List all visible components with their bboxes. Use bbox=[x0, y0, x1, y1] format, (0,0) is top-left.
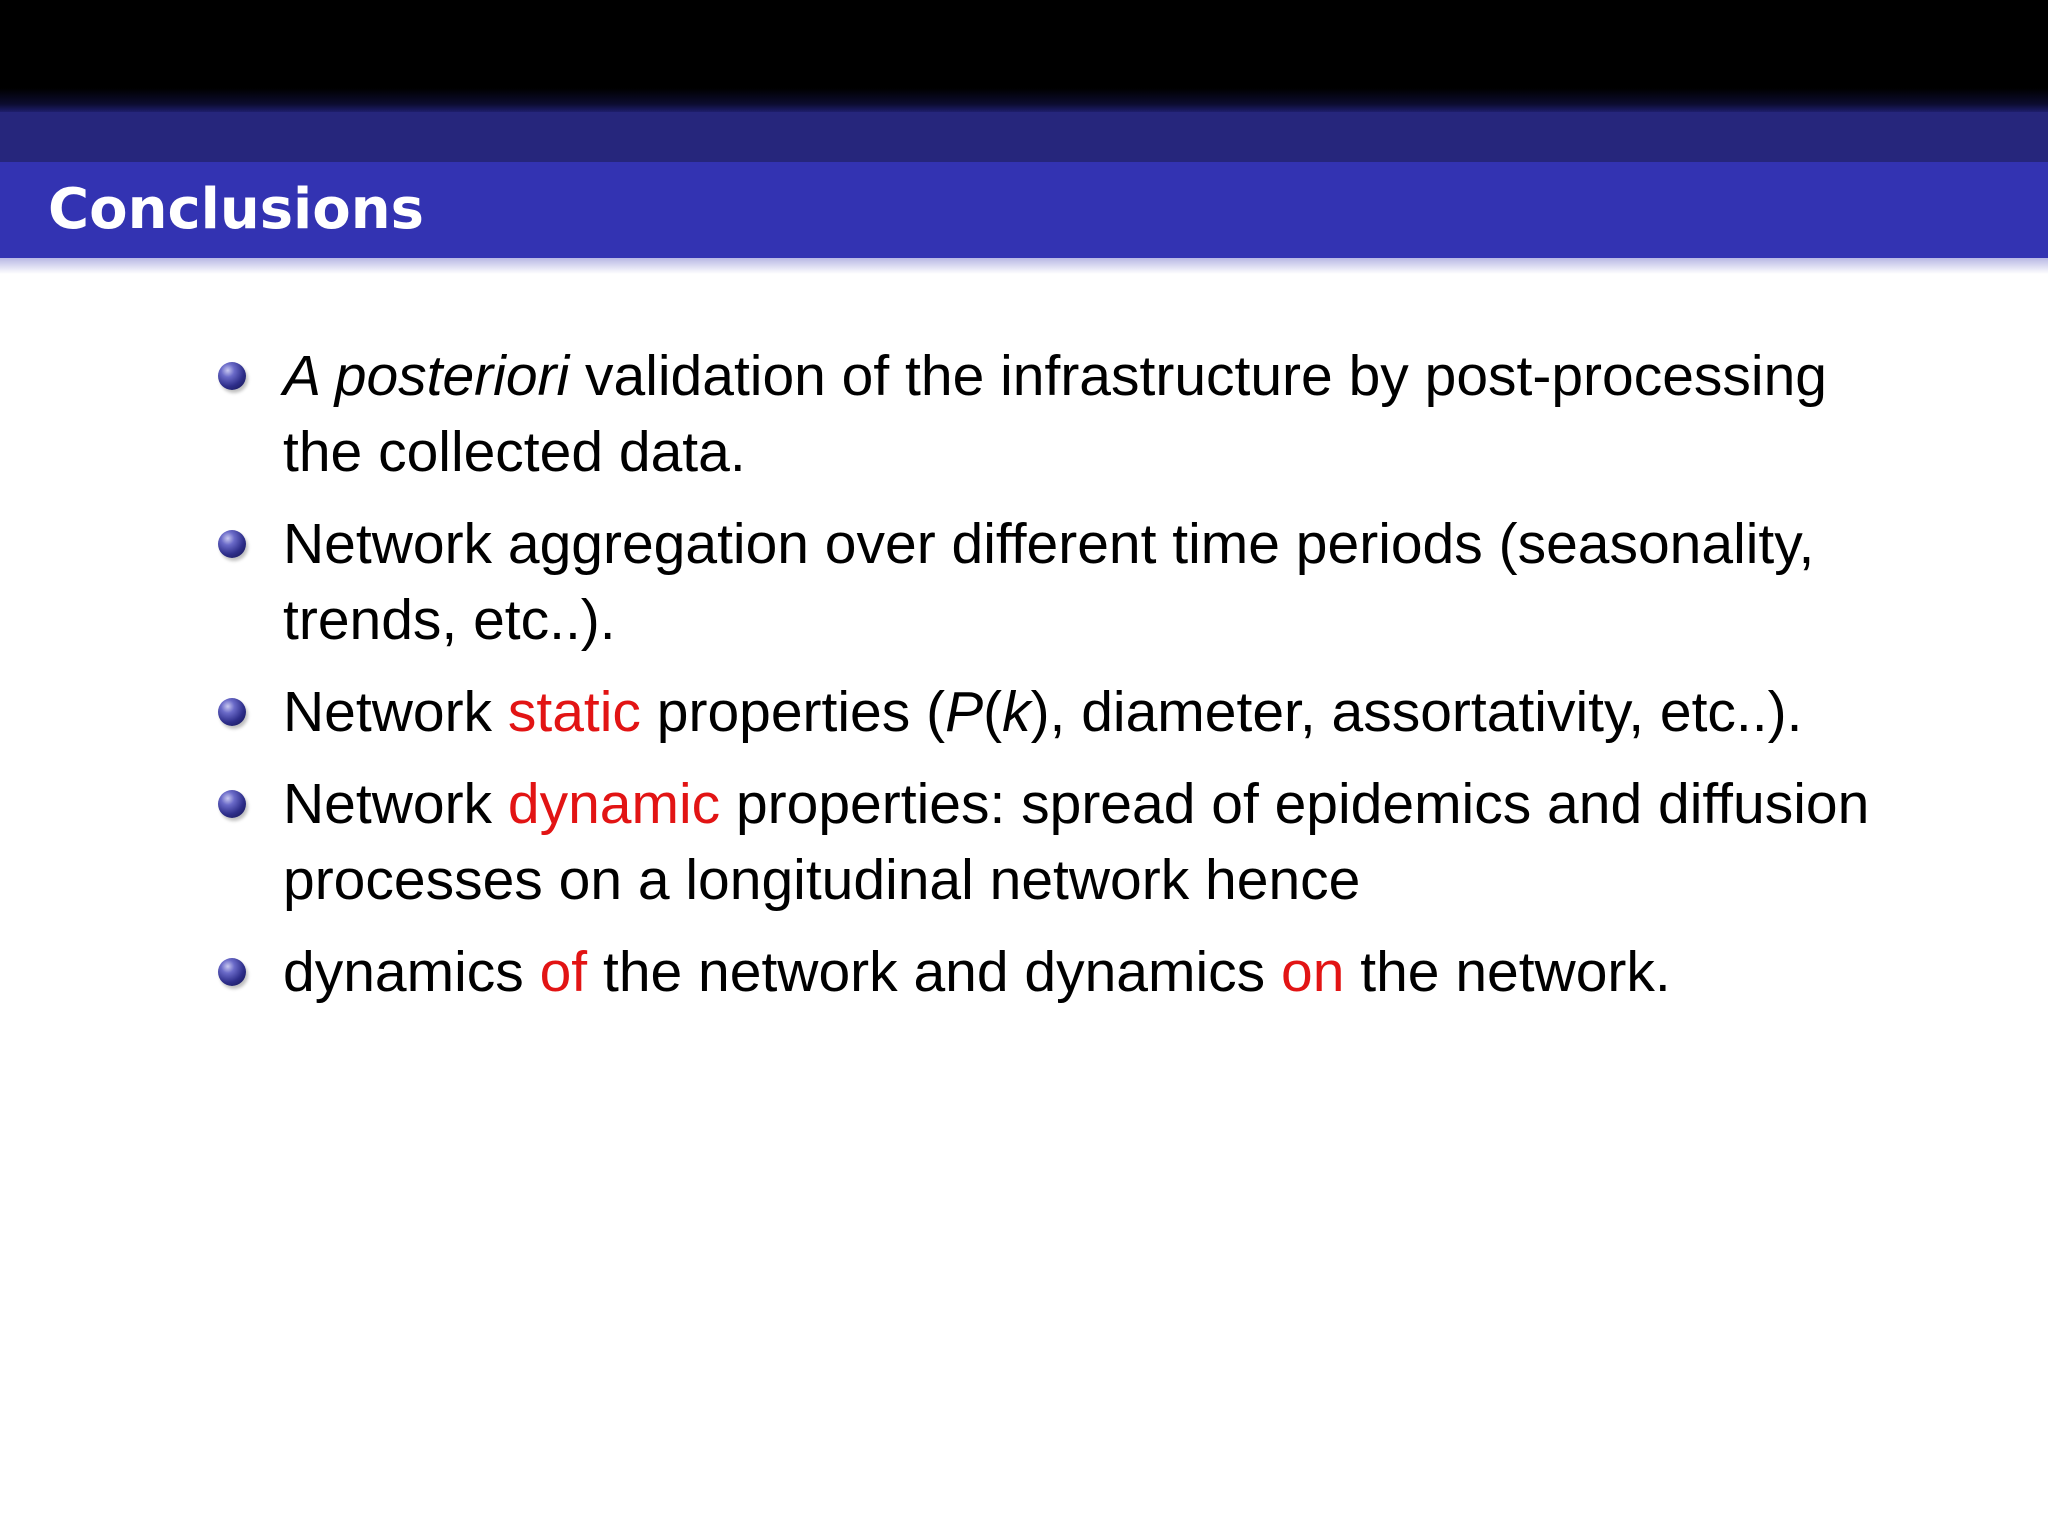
bullet-text-a: dynamics bbox=[283, 940, 540, 1004]
bullet-item bbox=[0, 338, 1883, 490]
highlight-static: static bbox=[507, 680, 641, 744]
header-black-band bbox=[0, 0, 2048, 112]
bullet-text-b: the network and dynamics bbox=[587, 940, 1281, 1004]
header-dark-blue-band bbox=[0, 112, 2048, 162]
bullet-ball-icon bbox=[218, 698, 246, 726]
bullet-item bbox=[0, 934, 1883, 1010]
frame-title: Conclusions bbox=[48, 177, 424, 242]
math-k: k bbox=[1002, 680, 1031, 744]
bullet-ball-icon bbox=[218, 362, 246, 390]
bullet-text: validation of the infrastructure by post-processing the collected data. bbox=[283, 344, 1827, 484]
math-paren-open: ( bbox=[983, 680, 1003, 744]
bullet-item bbox=[0, 674, 1883, 750]
bullet-text-c: the network. bbox=[1344, 940, 1671, 1004]
bullet-ball-icon bbox=[218, 958, 246, 986]
highlight-on: on bbox=[1281, 940, 1345, 1004]
highlight-dynamic: dynamic bbox=[507, 772, 721, 836]
bullet-ball-icon bbox=[218, 790, 246, 818]
bullet-ball-icon bbox=[218, 530, 246, 558]
math-p: P bbox=[945, 680, 984, 744]
bullet-text-post: ), diameter, assortativity, etc..). bbox=[1030, 680, 1803, 744]
bullet-list bbox=[0, 338, 2048, 1026]
bullet-text-post: properties: spread of epidemics and diffusion processes on a longitudinal network hence bbox=[283, 772, 1870, 912]
bullet-item bbox=[0, 766, 1883, 918]
bullet-text-mid: properties ( bbox=[640, 680, 946, 744]
frame-title-shadow bbox=[0, 258, 2048, 274]
bullet-text-pre: Network bbox=[283, 772, 508, 836]
bullet-item bbox=[0, 506, 1883, 658]
bullet-text: Network aggregation over different time periods (seasonality, trends, etc..). bbox=[283, 512, 1815, 652]
bullet-text-pre: Network bbox=[283, 680, 508, 744]
highlight-of: of bbox=[539, 940, 588, 1004]
bullet-emphasis: A posteriori bbox=[283, 344, 570, 408]
